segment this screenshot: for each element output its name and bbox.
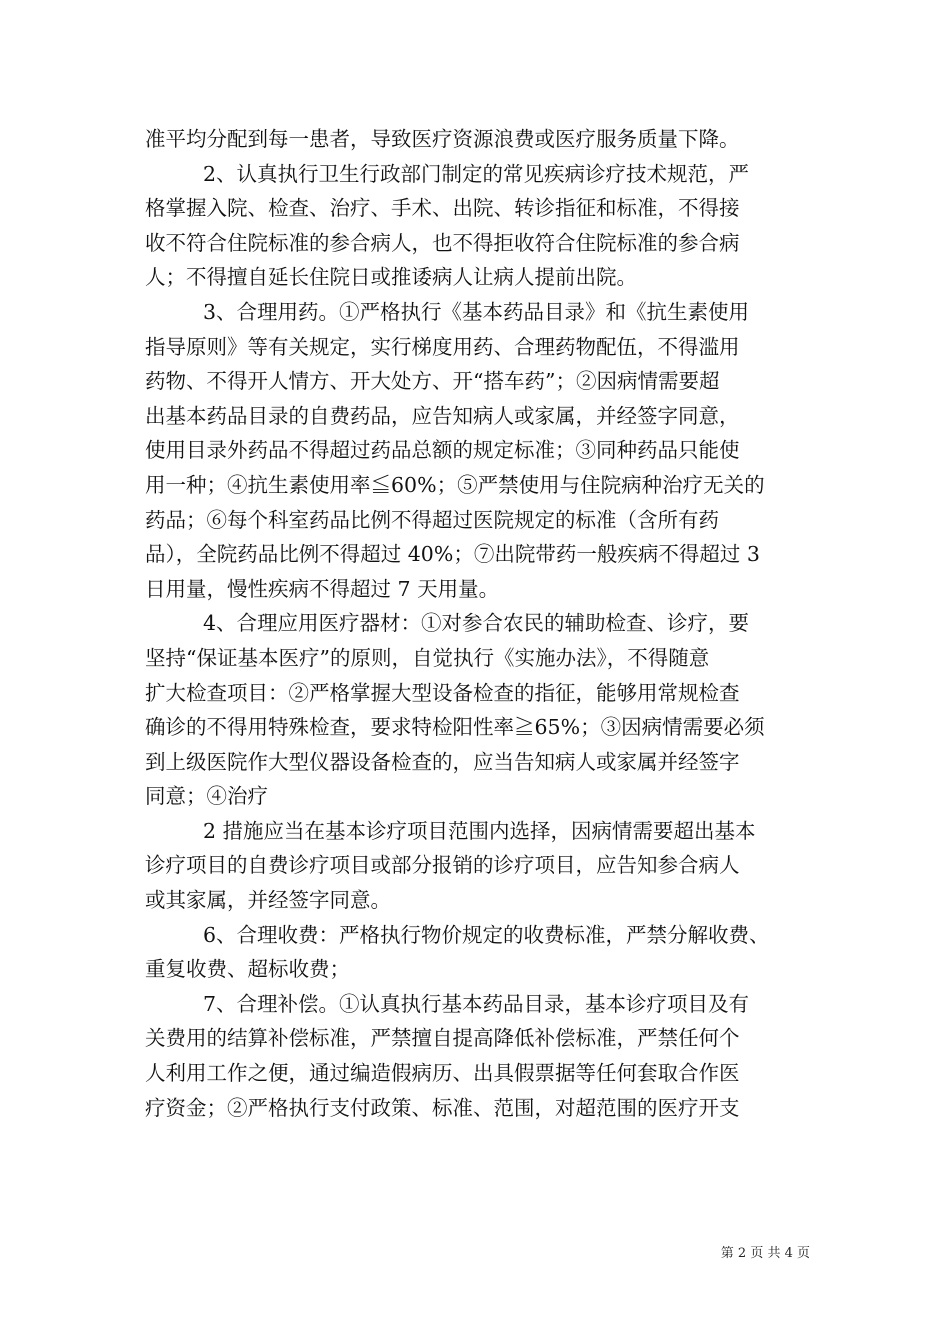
text-line: 药品；⑥每个科室药品比例不得超过医院规定的标准（含所有药	[145, 507, 719, 532]
paragraph-4	[145, 814, 810, 918]
text-line: 重复收费、超标收费；	[145, 957, 350, 982]
text-line: 3、合理用药。①严格执行《基本药品目录》和《抗生素使用	[203, 299, 750, 324]
text-line: 疗资金；②严格执行支付政策、标准、范围，对超范围的医疗开支	[145, 1095, 740, 1120]
text-line: 品），全院药品比例不得超过 40%；⑦出院带药一般疾病不得超过 3	[145, 542, 760, 567]
text-line: 日用量，慢性疾病不得超过 7 天用量。	[145, 576, 500, 601]
text-line: 同意；④治疗	[145, 784, 268, 809]
text-line: 6、合理收费：严格执行物价规定的收费标准，严禁分解收费、	[203, 922, 770, 947]
text-line: 用一种；④抗生素使用率≦60%；⑤严禁使用与住院病种治疗无关的	[145, 472, 765, 497]
text-line: 人；不得擅自延长住院日或推诿病人让病人提前出院。	[145, 265, 637, 290]
text-line: 格掌握入院、检查、治疗、手术、出院、转诊指征和标准，不得接	[145, 196, 740, 221]
text-line: 出基本药品目录的自费药品，应告知病人或家属，并经签字同意，	[145, 403, 740, 428]
paragraph-1	[145, 157, 810, 295]
text-line: 药物、不得开人情方、开大处方、开“搭车药”；②因病情需要超	[145, 369, 720, 394]
text-line: 2、认真执行卫生行政部门制定的常见疾病诊疗技术规范，严	[203, 161, 750, 186]
text-line: 2 措施应当在基本诊疗项目范围内选择，因病情需要超出基本	[203, 818, 756, 843]
text-line: 4、合理应用医疗器材：①对参合农民的辅助检查、诊疗，要	[203, 611, 750, 636]
text-line: 使用目录外药品不得超过药品总额的规定标准；③同种药品只能使	[145, 438, 740, 463]
text-line: 扩大检查项目：②严格掌握大型设备检查的指征，能够用常规检查	[145, 680, 740, 705]
text-line: 收不符合住院标准的参合病人，也不得拒收符合住院标准的参合病	[145, 230, 740, 255]
paragraph-6	[145, 987, 810, 1125]
text-line: 关费用的结算补偿标准，严禁擅自提高降低补偿标准，严禁任何个	[145, 1026, 740, 1051]
text-line: 7、合理补偿。①认真执行基本药品目录，基本诊疗项目及有	[203, 991, 750, 1016]
text-line: 到上级医院作大型仪器设备检查的，应当告知病人或家属并经签字	[145, 749, 740, 774]
text-line: 或其家属，并经签字同意。	[145, 888, 391, 913]
text-line: 确诊的不得用特殊检查，要求特检阳性率≧65%；③因病情需要必须	[145, 715, 765, 740]
page-number-footer: 第 2 页 共 4 页	[720, 1246, 810, 1261]
paragraph-5	[145, 918, 810, 987]
paragraph-2	[145, 295, 810, 606]
paragraph-0	[145, 122, 810, 157]
text-line: 准平均分配到每一患者，导致医疗资源浪费或医疗服务质量下降。	[145, 127, 740, 151]
text-line: 诊疗项目的自费诊疗项目或部分报销的诊疗项目，应告知参合病人	[145, 853, 740, 878]
paragraph-3	[145, 606, 810, 814]
text-line: 人利用工作之便，通过编造假病历、出具假票据等任何套取合作医	[145, 1061, 740, 1086]
document-body	[145, 122, 810, 1125]
text-line: 指导原则》等有关规定，实行梯度用药、合理药物配伍，不得滥用	[145, 334, 740, 359]
text-line: 坚持“保证基本医疗”的原则，自觉执行《实施办法》，不得随意	[145, 645, 710, 670]
